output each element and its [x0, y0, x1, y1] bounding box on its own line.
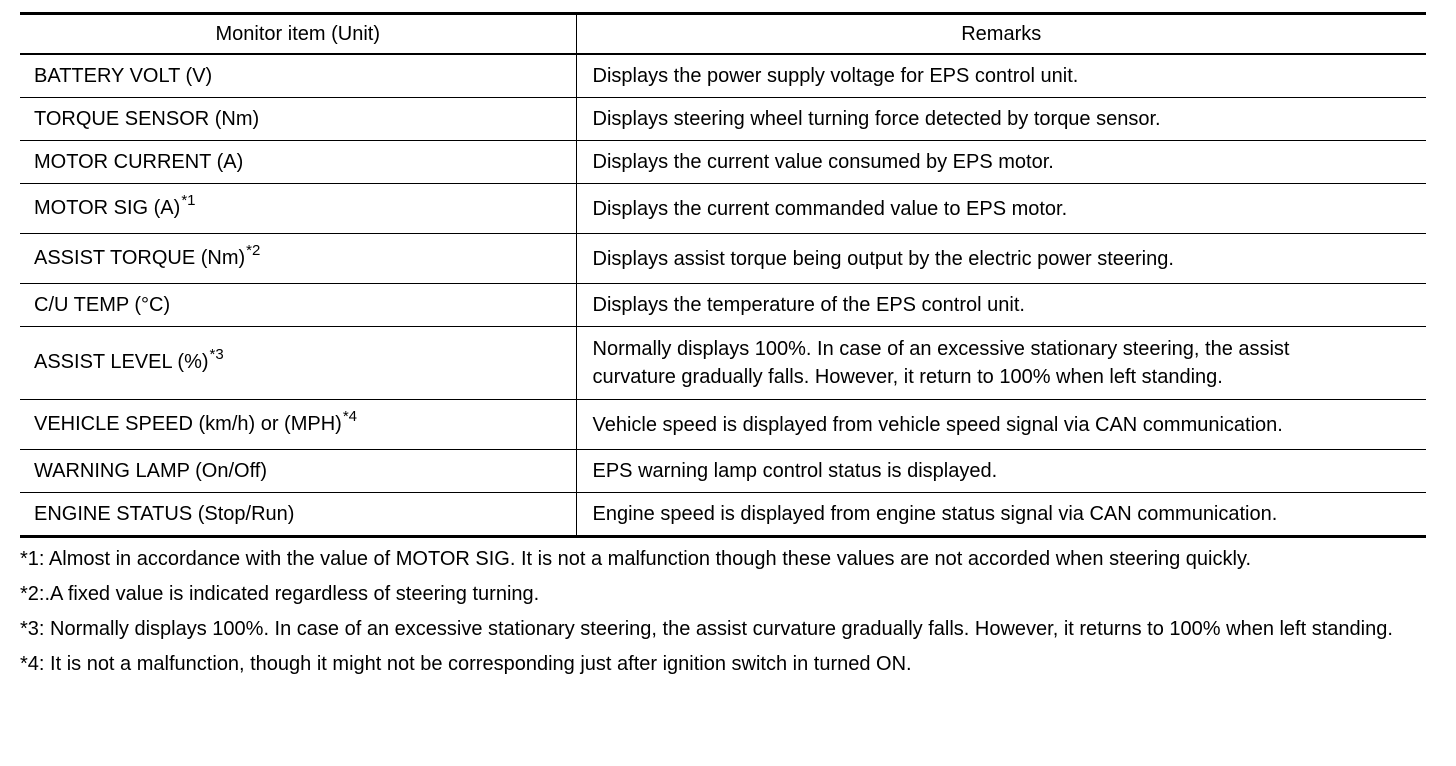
monitor-item-label: WARNING LAMP (On/Off): [34, 460, 267, 482]
footnote-2: *2:.A fixed value is indicated regardless of steering turning.: [20, 583, 540, 605]
footnote-marker: *4: [342, 407, 358, 425]
remarks-cell: Displays the current value consumed by EPS motor.: [576, 141, 1426, 184]
document-page: [20, 12, 1426, 684]
footnote-marker: *2: [246, 241, 261, 259]
monitor-item-cell: [20, 234, 576, 284]
monitor-item-label: BATTERY VOLT (V): [34, 65, 213, 87]
footnote-4: *4: It is not a malfunction, though it might not be corresponding just after ignition switch in turned ON.: [20, 653, 912, 675]
footnote-marker: *1: [181, 191, 196, 209]
table-header-row: [20, 14, 1426, 55]
monitor-item-cell: [20, 450, 576, 493]
monitor-item-cell: [20, 400, 576, 450]
monitor-items-table: [20, 12, 1426, 538]
table-row: [20, 493, 1426, 537]
monitor-item-cell: [20, 184, 576, 234]
remarks-cell: EPS warning lamp control status is displayed.: [576, 450, 1426, 493]
remarks-cell: [576, 327, 1426, 400]
footnote-3: *3: Normally displays 100%. In case of an excessive stationary steering, the assist curvature gradually falls. However, it returns to 100% when left standing.: [20, 618, 1393, 640]
table-row: [20, 327, 1426, 400]
remarks-line: Normally displays 100%. In case of an excessive stationary steering, the assist: [592, 338, 1290, 360]
remarks-cell: Engine speed is displayed from engine status signal via CAN communication.: [576, 493, 1426, 537]
monitor-item-cell: [20, 54, 576, 98]
monitor-item-label: MOTOR SIG (A): [34, 196, 181, 219]
remarks-line: curvature gradually falls. However, it return to 100% when left standing.: [592, 366, 1223, 388]
monitor-item-label: ASSIST TORQUE (Nm): [34, 246, 246, 269]
monitor-item-label: ASSIST LEVEL (%): [34, 351, 209, 373]
table-row: [20, 284, 1426, 327]
table-row: [20, 450, 1426, 493]
remarks-cell: Displays the current commanded value to EPS motor.: [576, 184, 1426, 234]
footnotes: [20, 544, 1426, 680]
header-monitor-item: Monitor item (Unit): [20, 14, 576, 55]
monitor-item-cell: [20, 284, 576, 327]
footnote-1: *1: Almost in accordance with the value of MOTOR SIG. It is not a malfunction though these values are not accorded when steering quickly.: [20, 548, 1252, 570]
monitor-item-cell: [20, 327, 576, 400]
remarks-cell: Displays the temperature of the EPS control unit.: [576, 284, 1426, 327]
monitor-item-label: TORQUE SENSOR (Nm): [34, 108, 260, 130]
monitor-item-cell: [20, 141, 576, 184]
monitor-item-cell: [20, 98, 576, 141]
table-row: [20, 141, 1426, 184]
monitor-item-label: ENGINE STATUS (Stop/Run): [34, 503, 295, 525]
table-row: [20, 400, 1426, 450]
remarks-cell: Displays the power supply voltage for EPS control unit.: [576, 54, 1426, 98]
footnote-marker: *3: [209, 346, 224, 363]
remarks-cell: Displays assist torque being output by the electric power steering.: [576, 234, 1426, 284]
monitor-item-label: VEHICLE SPEED (km/h) or (MPH): [34, 412, 342, 435]
monitor-item-label: MOTOR CURRENT (A): [34, 151, 244, 173]
table-row: [20, 184, 1426, 234]
monitor-item-label: C/U TEMP (°C): [34, 294, 171, 316]
table-row: [20, 54, 1426, 98]
header-remarks: Remarks: [576, 14, 1426, 55]
remarks-cell: Displays steering wheel turning force detected by torque sensor.: [576, 98, 1426, 141]
table-row: [20, 98, 1426, 141]
remarks-cell: Vehicle speed is displayed from vehicle speed signal via CAN communication.: [576, 400, 1426, 450]
monitor-item-cell: [20, 493, 576, 537]
table-row: [20, 234, 1426, 284]
